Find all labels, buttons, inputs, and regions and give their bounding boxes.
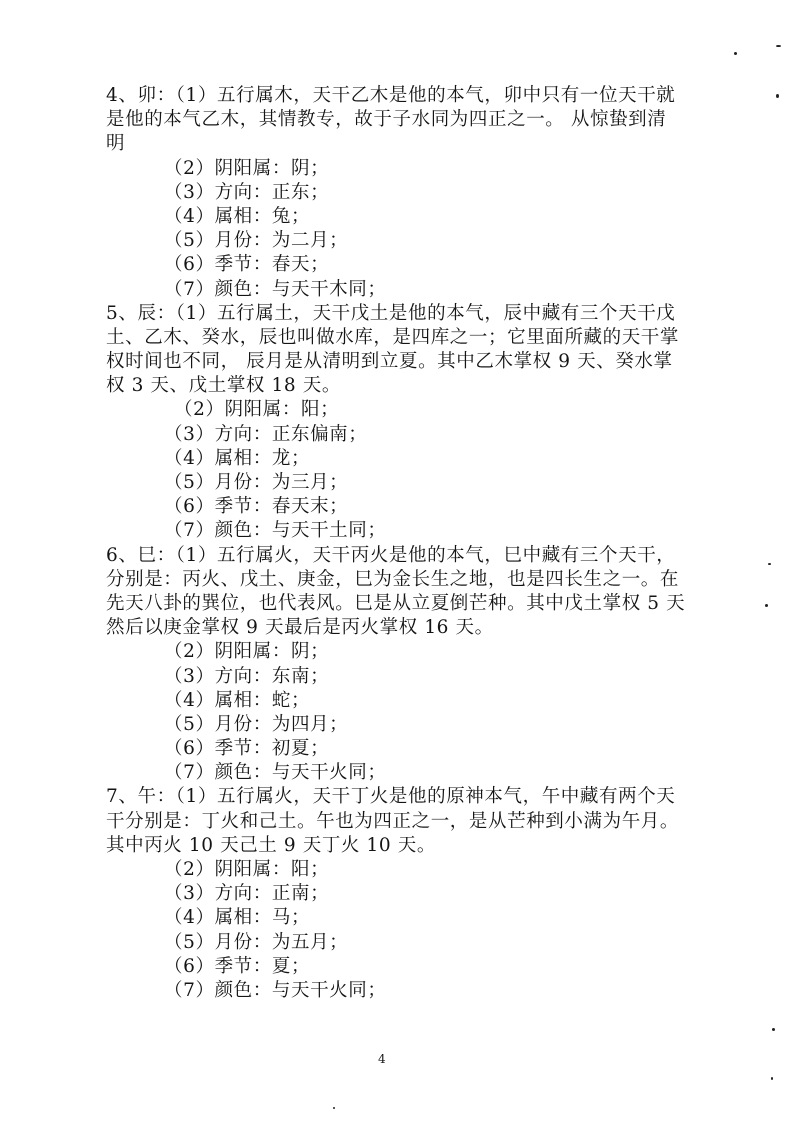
- list-item: （6）季节：春天；: [164, 254, 330, 276]
- list-item: （4）属相：兔；: [164, 205, 311, 227]
- list-item: （2）阴阳属：阳；: [174, 399, 340, 421]
- paragraph-line: 土、乙木、癸水，辰也叫做水库，是四库之一；它里面所藏的天干掌: [106, 326, 680, 348]
- list-item: （4）属相：蛇；: [164, 689, 311, 711]
- list-item: （3）方向：正东；: [164, 181, 330, 203]
- scan-speck: [734, 52, 737, 55]
- list-item: （5）月份：为四月；: [164, 713, 349, 735]
- list-item: （7）颜色：与天干火同；: [164, 979, 387, 1001]
- paragraph-line: 其中丙火 10 天己土 9 天丁火 10 天。: [106, 834, 436, 856]
- list-item: （7）颜色：与天干土同；: [164, 520, 387, 542]
- list-item: （6）季节：初夏；: [164, 738, 330, 760]
- list-item: （5）月份：为二月；: [164, 230, 349, 252]
- list-item: （3）方向：正东偏南；: [164, 423, 368, 445]
- scan-speck: [771, 1077, 773, 1080]
- paragraph-line: 4、卯：（1）五行属木，天干乙木是他的本气，卯中只有一位天干就: [106, 85, 676, 106]
- list-item: （4）属相：龙；: [164, 447, 311, 469]
- paragraph-line: 然后以庚金掌权 9 天最后是丙火掌权 16 天。: [106, 617, 494, 639]
- paragraph-line: 先天八卦的巽位，也代表风。巳是从立夏倒芒种。其中戊土掌权 5 天: [106, 592, 686, 614]
- paragraph-line: 权时间也不同， 辰月是从清明到立夏。其中乙木掌权 9 天、癸水掌: [106, 351, 673, 373]
- paragraph-line: 分别是：丙火、戊土、庚金，巳为金长生之地，也是四长生之一。在: [106, 568, 680, 590]
- scan-speck: [776, 45, 781, 47]
- list-item: （2）阴阳属：阳；: [164, 859, 330, 880]
- list-item: （2）阴阳属：阴；: [164, 157, 330, 179]
- paragraph-line: 权 3 天、戊土掌权 18 天。: [106, 375, 341, 397]
- page-number: 4: [378, 1052, 386, 1066]
- list-item: （7）颜色：与天干火同；: [164, 762, 387, 784]
- list-item: （6）季节：春天末；: [164, 496, 349, 518]
- paragraph-line: 是他的本气乙木，其情教专，故于子水同为四正之一。 从惊蛰到清: [106, 109, 667, 131]
- scan-speck: [772, 1028, 775, 1031]
- paragraph-line: 5、辰：（1）五行属土，天干戊土是他的本气，辰中藏有三个天干戊: [106, 302, 676, 324]
- list-item: （5）月份：为五月；: [164, 931, 349, 953]
- list-item: （2）阴阳属：阴；: [164, 641, 330, 663]
- list-item: （6）季节：夏；: [164, 955, 311, 977]
- paragraph-line: 干分别是：丁火和己土。午也为四正之一，是从芒种到小满为午月。: [106, 810, 680, 832]
- list-item: （3）方向：东南；: [164, 665, 330, 687]
- list-item: （3）方向：正南；: [164, 883, 330, 905]
- paragraph-line: 6、巳：（1）五行属火，天干丙火是他的本气，巳中藏有三个天干，: [106, 544, 676, 566]
- list-item: （7）颜色：与天干木同；: [164, 278, 387, 300]
- list-item: （4）属相：马；: [164, 907, 311, 929]
- paragraph-line: 7、午：（1）五行属火，天干丁火是他的原神本气，午中藏有两个天: [106, 786, 676, 808]
- paragraph-line: 明: [106, 133, 126, 155]
- list-item: （5）月份：为三月；: [164, 472, 349, 493]
- scan-speck: [333, 1107, 335, 1109]
- scan-speck: [765, 604, 768, 607]
- page-body: [106, 84, 686, 1003]
- scan-speck: [776, 94, 779, 98]
- scan-speck: [768, 563, 771, 565]
